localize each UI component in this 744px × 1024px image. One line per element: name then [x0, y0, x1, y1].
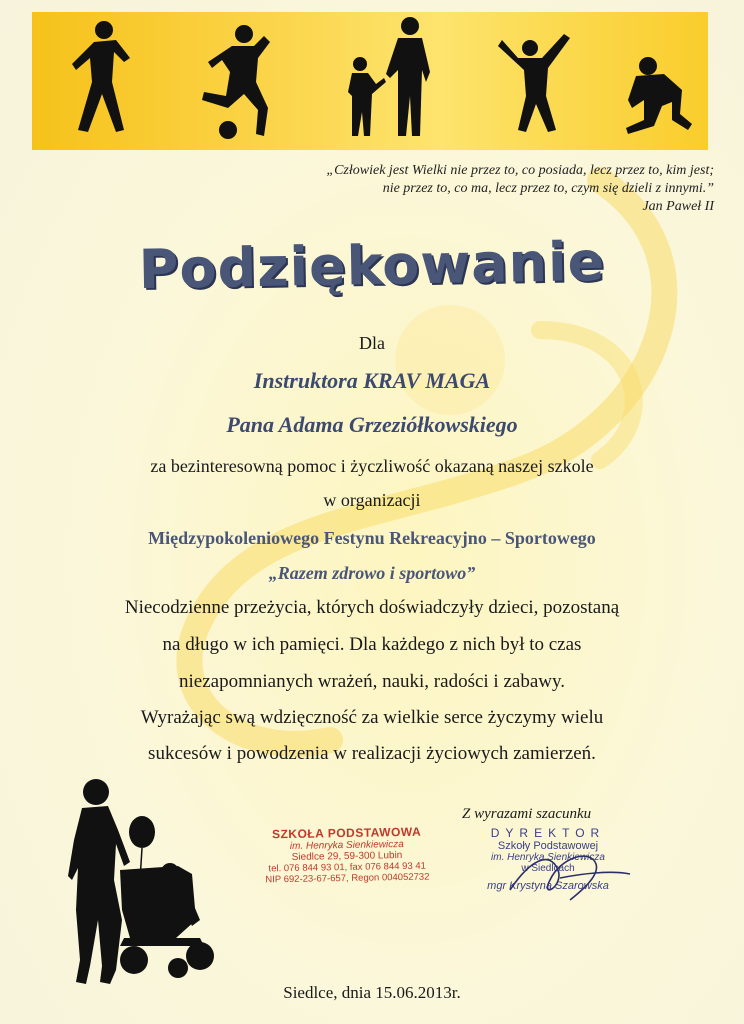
recipient-name: Pana Adama Grzeziółkowskiego	[226, 412, 518, 437]
paragraph-line-4: Wyrażając swą wdzięczność za wielkie serce życzymy wielu	[140, 707, 604, 728]
director-stamp-line-3: im. Henryka Sienkiewicza	[491, 852, 605, 863]
director-stamp-line-1: DYREKTOR	[490, 826, 606, 840]
recipient-for: Dla	[359, 333, 385, 353]
event-description: Międzypokoleniowego Festynu Rekreacyjno – Sportowego	[148, 528, 596, 548]
paragraph-line-1: Niecodzienne przeżycia, których doświadczyły dzieci, pozostaną	[124, 597, 620, 618]
school-stamp	[262, 825, 433, 886]
director-stamp-line-2: Szkoły Podstawowej	[497, 840, 599, 852]
signature-icon	[500, 840, 640, 910]
closing-regards: Z wyrazami szacunku	[462, 806, 592, 822]
event-name: „Razem zdrowo i sportowo”	[268, 563, 476, 583]
paragraph-line-5: sukcesów i powodzenia w realizacji życiowych zamierzeń.	[148, 743, 596, 764]
page-title: Podziękowanie	[138, 229, 606, 302]
family-stroller-silhouette-icon	[60, 770, 220, 1000]
place-and-date: Siedlce, dnia 15.06.2013r.	[283, 983, 461, 1002]
sports-silhouettes-banner-icon	[32, 12, 708, 150]
director-stamp-line-5: mgr Krystyna Szarowska	[487, 880, 609, 892]
sports-banner	[32, 12, 708, 150]
quote-line-2: nie przez to, co ma, lecz przez to, czym się dzieli z innymi.”	[382, 181, 714, 196]
quote-author: Jan Paweł II	[642, 199, 714, 214]
paragraph-line-2: na długo w ich pamięci. Dla każdego z nich był to czas	[162, 634, 582, 655]
paragraph-line-3: niezapomnianych wrażeń, nauki, radości i zabawy.	[179, 671, 565, 692]
quote	[194, 162, 714, 216]
school-stamp-line-4: tel. 076 844 93 01, fax 076 844 93 41	[268, 860, 427, 875]
director-stamp-line-4: w Siedlcach	[521, 863, 575, 874]
school-stamp-line-2: im. Henryka Sienkiewicza	[289, 839, 404, 852]
school-stamp-line-1: SZKOŁA PODSTAWOWA	[271, 824, 422, 842]
school-stamp-line-3: Siedlce 29, 59-300 Lubin	[291, 850, 403, 863]
body-line-1: za bezinteresowną pomoc i życzliwość okazaną naszej szkole	[150, 456, 594, 476]
body-line-2: w organizacji	[323, 490, 421, 510]
recipient-role: Instruktora KRAV MAGA	[253, 368, 491, 393]
school-stamp-line-5: NIP 692-23-67-657, Regon 004052732	[265, 871, 430, 886]
quote-line-1: „Człowiek jest Wielki nie przez to, co posiada, lecz przez to, kim jest;	[326, 163, 714, 178]
